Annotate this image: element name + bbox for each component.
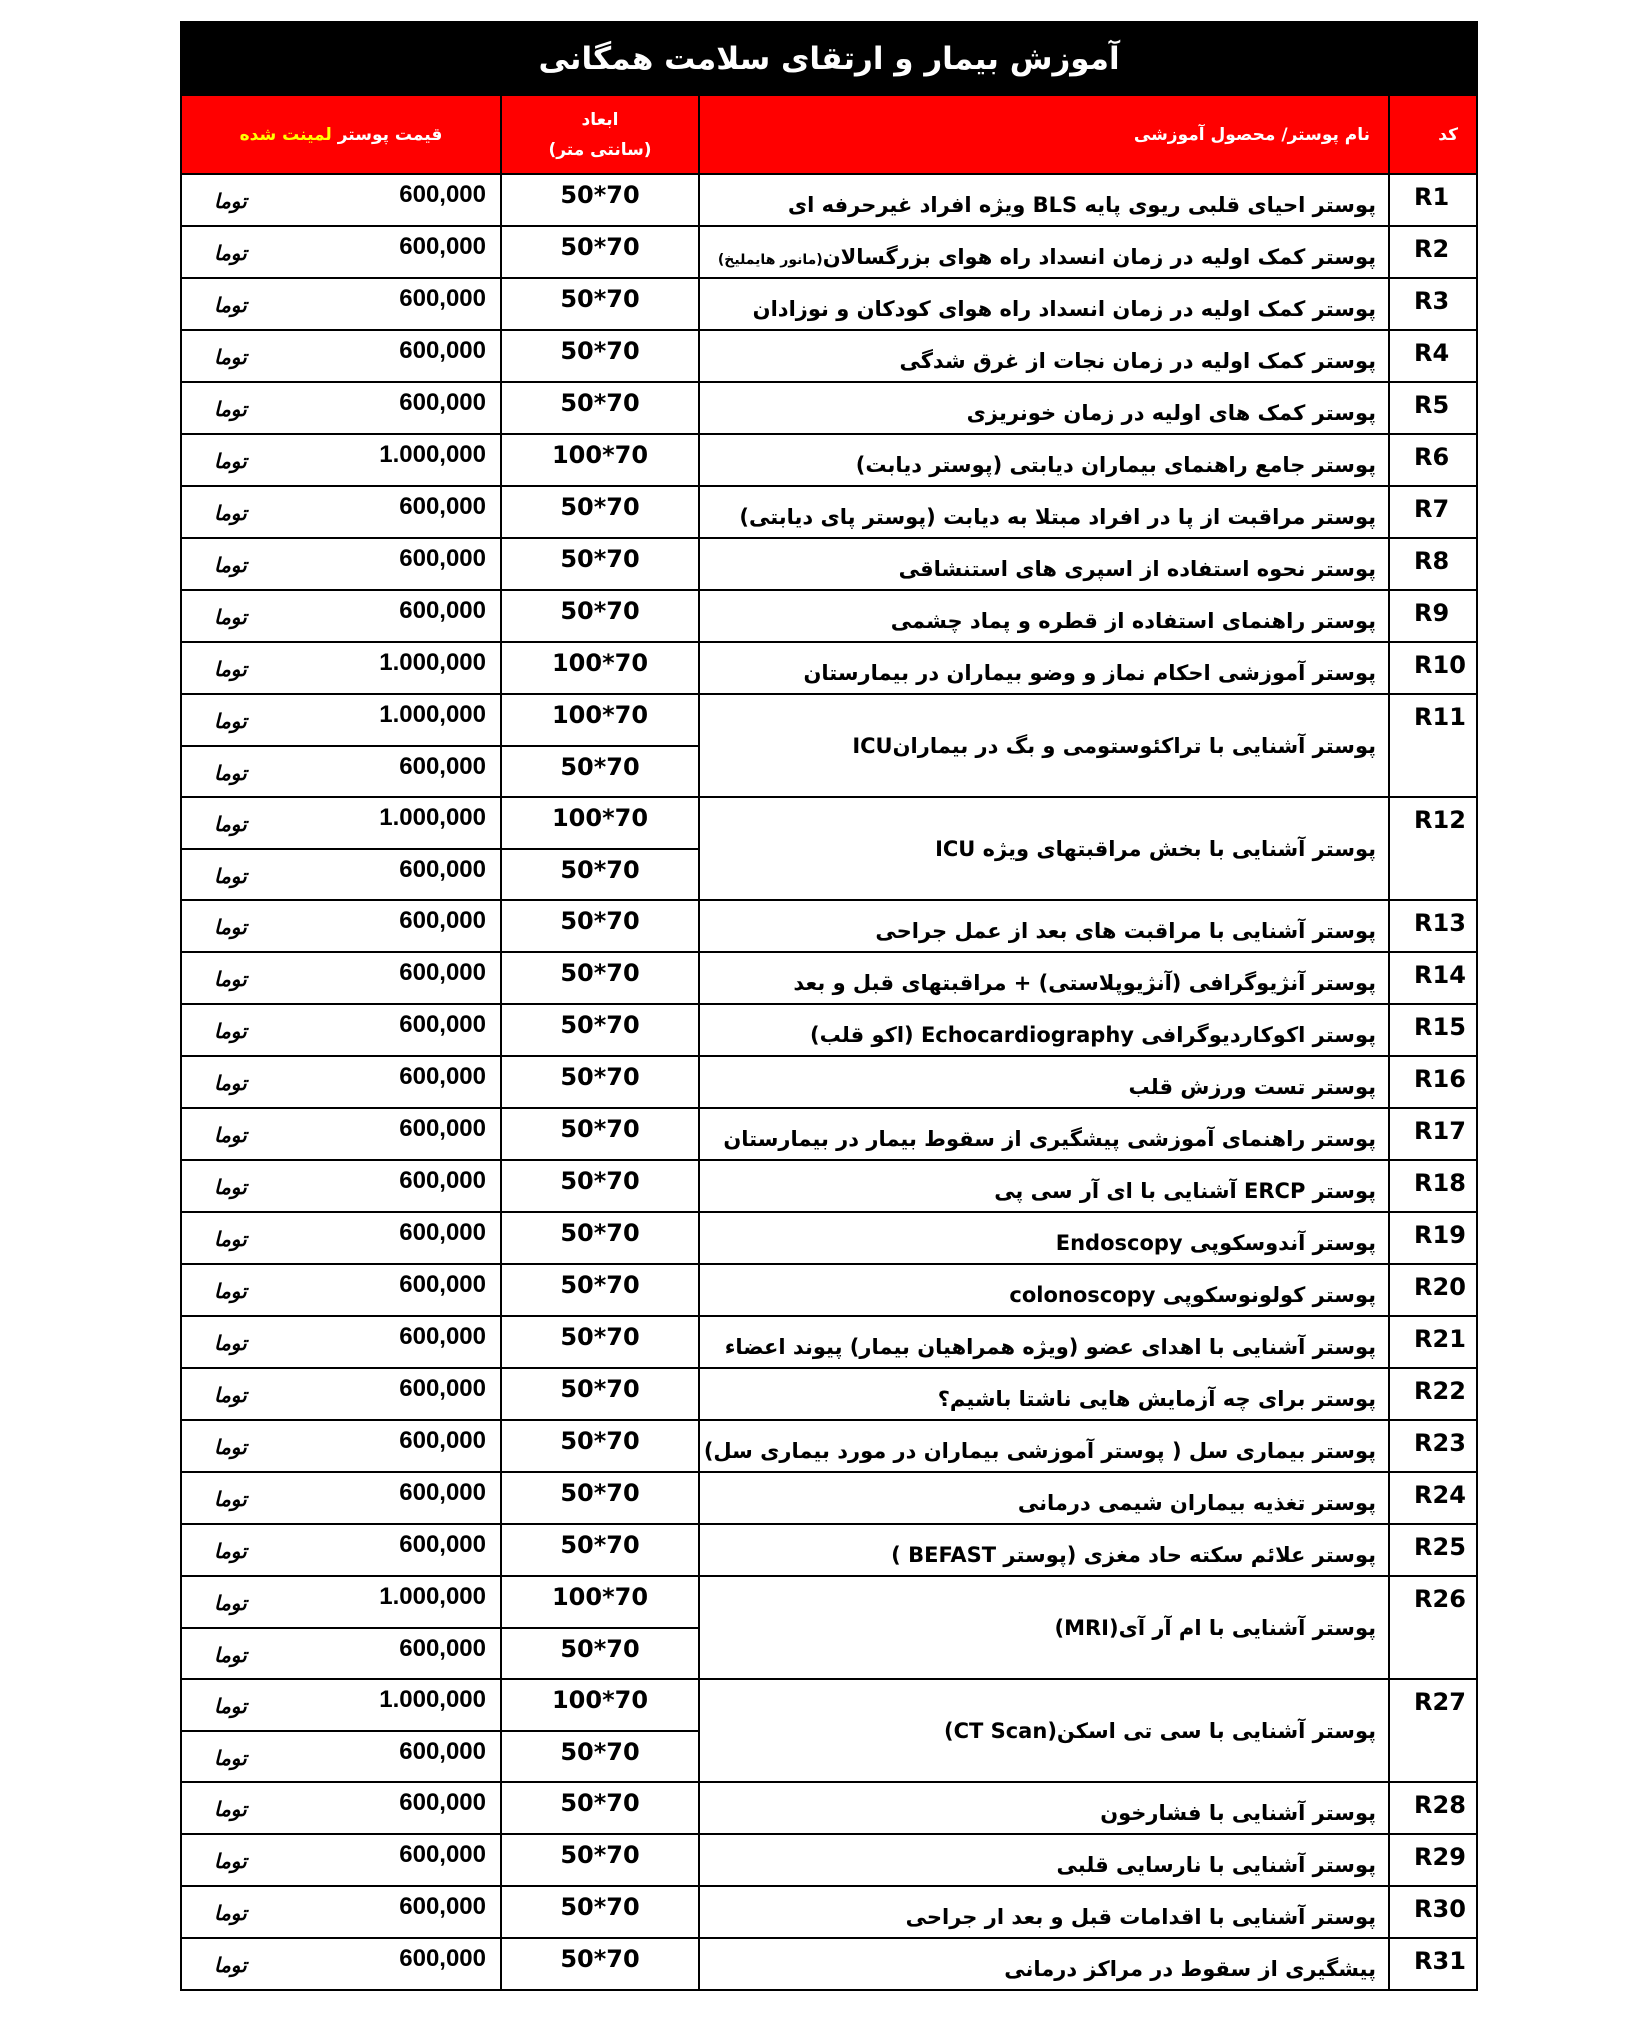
product-name: پوستر راهنمای آموزشی پیشگیری از سقوط بیمار در بیمارستان	[723, 1127, 1377, 1151]
product-price: 600,000	[399, 597, 487, 624]
product-code: R30	[1389, 1886, 1477, 1938]
product-dimensions: 70*50	[501, 1472, 699, 1524]
product-price: 600,000	[399, 1479, 487, 1506]
product-dimensions: 70*50	[501, 1160, 699, 1212]
table-row	[181, 590, 1477, 642]
table-row	[181, 1524, 1477, 1576]
product-name: پوستر آشنایی با اهدای عضو (ویژه همراهیان بیمار) پیوند اعضاء	[724, 1335, 1377, 1359]
product-name: پوستر مراقبت از پا در افراد مبتلا به دیابت (پوستر پای دیابتی)	[739, 505, 1377, 529]
product-name: پوستر آشنایی با ام آر آی(MRI)	[1054, 1615, 1377, 1640]
product-code: R9	[1389, 590, 1477, 642]
brand-logo: توما	[214, 1175, 247, 1199]
product-dimensions: 70*50	[501, 1782, 699, 1834]
product-dimensions: 70*50	[501, 1628, 699, 1679]
product-price: 600,000	[399, 959, 487, 986]
product-dimensions: 70*50	[501, 1938, 699, 1990]
product-code: R15	[1389, 1004, 1477, 1056]
product-code: R28	[1389, 1782, 1477, 1834]
product-price-cell	[181, 1524, 501, 1576]
product-code: R12	[1389, 797, 1477, 900]
brand-logo: توما	[214, 1383, 247, 1407]
product-dimensions: 70*50	[501, 226, 699, 278]
product-name-cell	[699, 590, 1389, 642]
product-price-cell	[181, 1938, 501, 1990]
product-code: R17	[1389, 1108, 1477, 1160]
product-code: R11	[1389, 694, 1477, 797]
brand-logo: توما	[214, 449, 247, 473]
product-dimensions: 70*50	[501, 278, 699, 330]
table-row	[181, 1679, 1477, 1731]
brand-logo: توما	[214, 1435, 247, 1459]
table-row	[181, 694, 1477, 746]
product-price-cell	[181, 797, 501, 849]
brand-logo: توما	[214, 1279, 247, 1303]
product-name: پوستر نحوه استفاده از اسپری های استنشاقی	[898, 557, 1377, 581]
product-name-cell	[699, 1160, 1389, 1212]
product-price-cell	[181, 278, 501, 330]
product-code: R23	[1389, 1420, 1477, 1472]
product-name-cell	[699, 1212, 1389, 1264]
product-name-cell	[699, 382, 1389, 434]
product-name: پیشگیری از سقوط در مراکز درمانی	[1004, 1957, 1377, 1981]
product-price: 600,000	[399, 1219, 487, 1246]
product-price-cell	[181, 1576, 501, 1628]
product-code: R7	[1389, 486, 1477, 538]
table-row	[181, 642, 1477, 694]
product-name-cell	[699, 1472, 1389, 1524]
product-dimensions: 70*50	[501, 174, 699, 226]
brand-logo: توما	[214, 189, 247, 213]
product-name: پوستر راهنمای استفاده از قطره و پماد چشمی	[890, 609, 1377, 633]
table-row	[181, 434, 1477, 486]
brand-logo: توما	[214, 1694, 247, 1718]
product-price-cell	[181, 434, 501, 486]
table-row	[181, 1420, 1477, 1472]
product-code: R10	[1389, 642, 1477, 694]
product-name-cell	[699, 174, 1389, 226]
product-name: پوستر آشنایی با تراکئوستومی و بگ در بیمارانICU	[852, 733, 1377, 758]
product-dimensions: 70*100	[501, 434, 699, 486]
product-price-cell	[181, 1628, 501, 1679]
product-name: پوستر برای چه آزمایش هایی ناشتا باشیم؟	[937, 1387, 1377, 1411]
product-price-cell	[181, 642, 501, 694]
product-code: R13	[1389, 900, 1477, 952]
product-name-note: (مانور هایملیخ)	[717, 252, 823, 268]
product-dimensions: 70*50	[501, 382, 699, 434]
brand-logo: توما	[214, 553, 247, 577]
product-price: 600,000	[399, 1945, 487, 1972]
table-row	[181, 486, 1477, 538]
product-price: 600,000	[399, 907, 487, 934]
product-code: R20	[1389, 1264, 1477, 1316]
brand-logo: توما	[214, 1071, 247, 1095]
product-price-cell	[181, 1886, 501, 1938]
product-name-cell	[699, 434, 1389, 486]
product-dimensions: 70*100	[501, 642, 699, 694]
product-code: R26	[1389, 1576, 1477, 1679]
table-row	[181, 174, 1477, 226]
product-name: پوستر علائم سکته حاد مغزی (پوستر BEFAST )	[891, 1543, 1377, 1567]
product-price-cell	[181, 1834, 501, 1886]
brand-logo: توما	[214, 1591, 247, 1615]
product-name-cell	[699, 1576, 1389, 1679]
product-price: 600,000	[399, 1635, 487, 1662]
product-name-cell	[699, 900, 1389, 952]
table-row	[181, 1782, 1477, 1834]
product-dimensions: 70*50	[501, 486, 699, 538]
product-name-cell	[699, 1004, 1389, 1056]
product-price: 600,000	[399, 1063, 487, 1090]
product-price-cell	[181, 694, 501, 746]
product-code: R8	[1389, 538, 1477, 590]
product-price: 600,000	[399, 233, 487, 260]
product-name: پوستر آنژیوگرافی (آنژیوپلاستی) + مراقبتهای قبل و بعد	[793, 971, 1377, 995]
product-price: 600,000	[399, 1789, 487, 1816]
product-dimensions: 70*50	[501, 1420, 699, 1472]
product-price: 600,000	[399, 1271, 487, 1298]
product-price: 600,000	[399, 1738, 487, 1765]
brand-logo: توما	[214, 1227, 247, 1251]
product-dimensions: 70*50	[501, 900, 699, 952]
brand-logo: توما	[214, 967, 247, 991]
header-name: نام پوستر/ محصول آموزشی	[699, 95, 1389, 174]
product-code: R27	[1389, 1679, 1477, 1782]
product-code: R5	[1389, 382, 1477, 434]
product-price: 600,000	[399, 1375, 487, 1402]
product-price: 1.000,000	[379, 649, 487, 676]
product-dimensions: 70*50	[501, 1731, 699, 1782]
product-code: R29	[1389, 1834, 1477, 1886]
product-code: R4	[1389, 330, 1477, 382]
brand-logo: توما	[214, 605, 247, 629]
product-name-cell	[699, 1108, 1389, 1160]
table-row	[181, 1316, 1477, 1368]
product-name-cell	[699, 1368, 1389, 1420]
product-price: 1.000,000	[379, 1583, 487, 1610]
brand-logo: توما	[214, 397, 247, 421]
brand-logo: توما	[214, 1123, 247, 1147]
product-code: R14	[1389, 952, 1477, 1004]
brand-logo: توما	[214, 1901, 247, 1925]
brand-logo: توما	[214, 1746, 247, 1770]
product-price: 600,000	[399, 1323, 487, 1350]
product-name-cell	[699, 1264, 1389, 1316]
product-name: پوستر بیماری سل ( پوستر آموزشی بیماران در مورد بیماری سل)	[703, 1439, 1377, 1463]
product-dimensions: 70*50	[501, 849, 699, 900]
product-dimensions: 70*50	[501, 1524, 699, 1576]
brand-logo: توما	[214, 1019, 247, 1043]
product-dimensions: 70*100	[501, 694, 699, 746]
product-dimensions: 70*50	[501, 538, 699, 590]
product-name: پوستر آشنایی با بخش مراقبتهای ویژه ICU	[935, 836, 1377, 861]
product-price-cell	[181, 1731, 501, 1782]
table-row	[181, 1212, 1477, 1264]
brand-logo: توما	[214, 1797, 247, 1821]
product-name: پوستر کولونوسکوپی colonoscopy	[1009, 1283, 1377, 1307]
product-name: پوستر آشنایی با مراقبت های بعد از عمل جراحی	[875, 919, 1377, 943]
table-row	[181, 226, 1477, 278]
product-code: R18	[1389, 1160, 1477, 1212]
product-code: R2	[1389, 226, 1477, 278]
table-row	[181, 1368, 1477, 1420]
product-price-cell	[181, 590, 501, 642]
product-code: R22	[1389, 1368, 1477, 1420]
product-price-cell	[181, 1264, 501, 1316]
product-name: پوستر آشنایی با اقدامات قبل و بعد ار جراحی	[905, 1905, 1377, 1929]
table-row	[181, 1056, 1477, 1108]
product-name-cell	[699, 797, 1389, 900]
product-name: پوستر جامع راهنمای بیماران دیابتی (پوستر دیابت)	[855, 453, 1377, 477]
product-name-cell	[699, 1938, 1389, 1990]
product-price: 600,000	[399, 337, 487, 364]
product-price: 600,000	[399, 1011, 487, 1038]
brand-logo: توما	[214, 1539, 247, 1563]
product-dimensions: 70*100	[501, 1576, 699, 1628]
product-price: 600,000	[399, 753, 487, 780]
product-price-cell	[181, 1004, 501, 1056]
product-name: پوستر آشنایی با سی تی اسکن(CT Scan)	[943, 1718, 1377, 1743]
product-price-cell	[181, 1316, 501, 1368]
brand-logo: توما	[214, 864, 247, 888]
product-price-cell	[181, 1212, 501, 1264]
product-price: 600,000	[399, 285, 487, 312]
table-row	[181, 952, 1477, 1004]
header-price-label: قیمت پوستر	[337, 124, 443, 145]
product-name: پوستر احیای قلبی ریوی پایه BLS ویژه افراد غیرحرفه ای	[787, 193, 1377, 217]
product-price: 600,000	[399, 1167, 487, 1194]
product-code: R3	[1389, 278, 1477, 330]
product-price-cell	[181, 746, 501, 797]
table-row	[181, 1834, 1477, 1886]
product-price: 1.000,000	[379, 701, 487, 728]
product-price: 600,000	[399, 389, 487, 416]
product-name-cell	[699, 1834, 1389, 1886]
product-price: 1.000,000	[379, 441, 487, 468]
product-dimensions: 70*50	[501, 1264, 699, 1316]
table-body	[181, 174, 1477, 1990]
product-code: R1	[1389, 174, 1477, 226]
product-price-cell	[181, 330, 501, 382]
page-title: آموزش بیمار و ارتقای سلامت همگانی	[181, 22, 1477, 95]
product-name-cell	[699, 278, 1389, 330]
brand-logo: توما	[214, 1487, 247, 1511]
table-row	[181, 1004, 1477, 1056]
product-price-cell	[181, 1420, 501, 1472]
product-name-cell	[699, 486, 1389, 538]
brand-logo: توما	[214, 657, 247, 681]
product-price-cell	[181, 538, 501, 590]
product-name-cell	[699, 952, 1389, 1004]
header-price	[181, 95, 501, 174]
product-dimensions: 70*50	[501, 952, 699, 1004]
brand-logo: توما	[214, 1331, 247, 1355]
table-row	[181, 900, 1477, 952]
product-name: پوستر آشنایی با فشارخون	[1100, 1801, 1377, 1825]
product-price-cell	[181, 1160, 501, 1212]
product-price: 600,000	[399, 1841, 487, 1868]
product-price-cell	[181, 226, 501, 278]
price-list-sheet	[180, 21, 1476, 1991]
product-dimensions: 70*50	[501, 746, 699, 797]
product-price-cell	[181, 1679, 501, 1731]
brand-logo: توما	[214, 241, 247, 265]
table-row	[181, 1576, 1477, 1628]
table-row	[181, 1264, 1477, 1316]
product-code: R19	[1389, 1212, 1477, 1264]
product-price-cell	[181, 1056, 501, 1108]
product-name-cell	[699, 1316, 1389, 1368]
product-name: پوستر کمک اولیه در زمان انسداد راه هوای بزرگسالان	[822, 245, 1377, 269]
product-name-cell	[699, 226, 1389, 278]
product-name-cell	[699, 1782, 1389, 1834]
table-row	[181, 538, 1477, 590]
product-price-cell	[181, 382, 501, 434]
product-price: 600,000	[399, 1893, 487, 1920]
brand-logo: توما	[214, 345, 247, 369]
product-code: R6	[1389, 434, 1477, 486]
product-price: 1.000,000	[379, 1686, 487, 1713]
product-name: پوستر آموزشی احکام نماز و وضو بیماران در بیمارستان	[803, 661, 1377, 685]
product-code: R31	[1389, 1938, 1477, 1990]
brand-logo: توما	[214, 1953, 247, 1977]
product-price-cell	[181, 1368, 501, 1420]
product-name-cell	[699, 330, 1389, 382]
product-price: 600,000	[399, 493, 487, 520]
product-price-cell	[181, 900, 501, 952]
product-dimensions: 70*50	[501, 1886, 699, 1938]
brand-logo: توما	[214, 1643, 247, 1667]
product-price: 600,000	[399, 1115, 487, 1142]
brand-logo: توما	[214, 709, 247, 733]
product-name: پوستر کمک اولیه در زمان نجات از غرق شدگی	[899, 349, 1377, 373]
product-code: R24	[1389, 1472, 1477, 1524]
brand-logo: توما	[214, 1849, 247, 1873]
product-price: 600,000	[399, 545, 487, 572]
table-row	[181, 278, 1477, 330]
product-dimensions: 70*50	[501, 1316, 699, 1368]
product-dimensions: 70*50	[501, 1212, 699, 1264]
table-header-row	[181, 95, 1477, 174]
product-price: 600,000	[399, 181, 487, 208]
product-code: R21	[1389, 1316, 1477, 1368]
product-name: پوستر تست ورزش قلب	[1128, 1075, 1377, 1099]
product-name-cell	[699, 1679, 1389, 1782]
product-dimensions: 70*50	[501, 1834, 699, 1886]
table-row	[181, 330, 1477, 382]
header-code: کد	[1389, 95, 1477, 174]
product-name-cell	[699, 1886, 1389, 1938]
product-name: پوستر آشنایی با نارسایی قلبی	[1056, 1853, 1377, 1877]
table-row	[181, 1108, 1477, 1160]
product-dimensions: 70*50	[501, 1056, 699, 1108]
product-name-cell	[699, 1056, 1389, 1108]
product-price-cell	[181, 1472, 501, 1524]
header-price-highlight: لمینت شده	[239, 124, 332, 145]
table-row	[181, 382, 1477, 434]
product-name-cell	[699, 642, 1389, 694]
product-dimensions: 70*100	[501, 797, 699, 849]
product-name: پوستر کمک اولیه در زمان انسداد راه هوای کودکان و نوزادان	[752, 297, 1377, 321]
header-dimensions-line1: ابعاد	[581, 109, 619, 130]
table-row	[181, 1886, 1477, 1938]
product-name: پوستر ERCP آشنایی با ای آر سی پی	[994, 1179, 1377, 1203]
product-price-cell	[181, 952, 501, 1004]
product-name: پوستر کمک های اولیه در زمان خونریزی	[966, 401, 1377, 425]
product-price: 600,000	[399, 1427, 487, 1454]
product-dimensions: 70*50	[501, 330, 699, 382]
product-name: پوستر تغذیه بیماران شیمی درمانی	[1017, 1491, 1377, 1515]
product-price-cell	[181, 174, 501, 226]
product-price: 600,000	[399, 856, 487, 883]
table-row	[181, 1472, 1477, 1524]
brand-logo: توما	[214, 501, 247, 525]
product-dimensions: 70*50	[501, 1368, 699, 1420]
product-dimensions: 70*50	[501, 590, 699, 642]
table-row	[181, 797, 1477, 849]
product-code: R16	[1389, 1056, 1477, 1108]
product-dimensions: 70*50	[501, 1004, 699, 1056]
product-price: 600,000	[399, 1531, 487, 1558]
product-price-cell	[181, 849, 501, 900]
product-dimensions: 70*50	[501, 1108, 699, 1160]
table-row	[181, 1938, 1477, 1990]
product-price: 1.000,000	[379, 804, 487, 831]
product-price-cell	[181, 1782, 501, 1834]
price-table	[180, 21, 1478, 1991]
brand-logo: توما	[214, 915, 247, 939]
product-price-cell	[181, 486, 501, 538]
header-dimensions-line2: (سانتی متر)	[548, 139, 652, 160]
product-name: پوستر آندوسکوپی Endoscopy	[1055, 1231, 1377, 1255]
brand-logo: توما	[214, 761, 247, 785]
product-name-cell	[699, 538, 1389, 590]
table-row	[181, 1160, 1477, 1212]
product-dimensions: 70*100	[501, 1679, 699, 1731]
product-name-cell	[699, 1524, 1389, 1576]
product-name: پوستر اکوکاردیوگرافی Echocardiography (اکو قلب)	[809, 1023, 1377, 1047]
brand-logo: توما	[214, 812, 247, 836]
product-name-cell	[699, 694, 1389, 797]
product-name-cell	[699, 1420, 1389, 1472]
header-dimensions	[501, 95, 699, 174]
brand-logo: توما	[214, 293, 247, 317]
product-code: R25	[1389, 1524, 1477, 1576]
product-price-cell	[181, 1108, 501, 1160]
